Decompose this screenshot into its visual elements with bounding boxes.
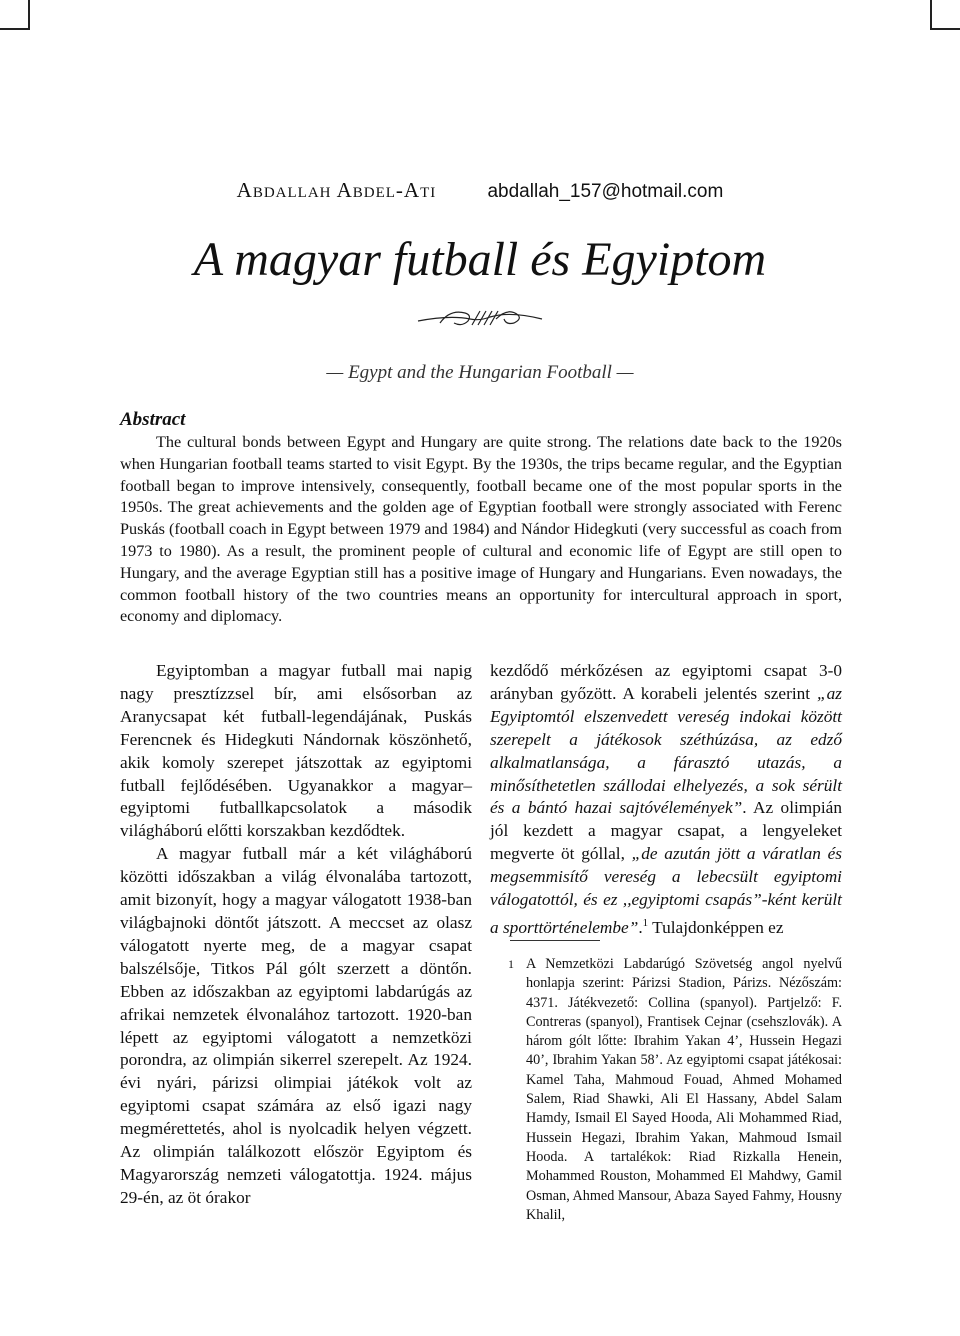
author-name: Abdallah Abdel-Ati (236, 178, 437, 202)
crop-mark-top-left (0, 0, 30, 30)
footnote-number: 1 (508, 957, 514, 971)
abstract-section (120, 408, 842, 628)
body-text: . Az olimpián jól kezdett a magyar csapat, a lengyeleket megverte öt góllal, (490, 798, 842, 864)
quotation: „de azután jött a váratlan és megsemmisítő vereség a lebecsült egyiptomi válogatottól, és ez ,,egyiptomi csapás”-ként került a sporttörténelembe” (490, 844, 842, 937)
footnote-text: A Nemzetközi Labdarúgó Szövetség angol nyelvű honlapja szerint: Párizsi Stadion, Párizs. Nézőszám: 4371. Játékvezető: Collina (spanyol). Partjelző: F. Contreras (spanyol), Frantisek Cejnar (csehszlovák). A három gólt lőtte: Ibrahim Yakan 4’, Hussein Hegazi 40’, Ibrahim Yakan 58’. Az egyiptomi csapat játékosai: Kamel Taha, Mahmoud Fouad, Ahmed Mohamed Salem, Riad Shawki, Ali El Hassany, Abdel Salam Hamdy, Ismail El Sayed Hooda, Ali Mohammed Riad, Hussein Hegazi, Ibrahim Yakan, Mahmoud Ismail Hooda. A tartalékok: Riad Rizkalla Henein, Mohammed Rouston, Mohammed El Mahdwy, Gamil Osman, Ahmed Mansour, Abaza Sayed Fahmy, Housny Khalil, (526, 956, 842, 1223)
body-paragraph-2: A magyar futball már a két világháború közötti időszakban a világ élvonalába tartozott, amit bizonyít, hogy a magyar válogatott 1938-ban világbajnoki döntőt játszott. A meccset az olasz válogatott nyerte meg, de a magyar csapat balszélsője, Titkos Pál gólt szerzett a döntőn. Ebben az időszakban az egyiptomi labdarúgás az afrikai nemzetek élvonalához tartozott. 1920-ban lépett az egyiptomi válogatott a nemzetközi porondra, az olimpián sikerrel szerepelt. Az 1924. évi nyári, párizsi olimpiai játékok volt az egyiptomi csapat számára az első igazi nagy megmérettetés, ahol is nyolcadik helyen végzett. Az olimpián találkozott először Egyiptom és Magyarország nemzeti válogatottja. 1924. május 29-én, az öt órakor (120, 844, 472, 1207)
author-line (0, 178, 960, 203)
footnote-reference[interactable]: 1 (642, 916, 649, 929)
body-paragraph-1: Egyiptomban a magyar futball mai napig nagy presztízzsel bír, ami elsősorban az Aranycsapat két futball-legendájának, Puskás Ferencnek és Hidegkuti Nándornak köszönhető, akik komoly szerepet játszottak az egyiptomi futball fejlődésében. Ugyanakkor a magyar–egyiptomi futballkapcsolatok a második világháború előtti korszakban kezdődtek. (120, 661, 472, 841)
body-text: . (638, 917, 643, 937)
ornament-divider (0, 305, 960, 338)
body-text: Tulajdonképpen ez (648, 917, 784, 937)
body-column-left (120, 660, 472, 1210)
body-column-right (490, 660, 842, 940)
article-title: A magyar futball és Egyiptom (193, 233, 767, 286)
quotation: „az Egyiptomtól elszenvedett vereség indokai között szerepelt a játékosok széthúzása, az edző alkalmatlansága, a fárasztó utazás, a minősíthetetlen szállodai elhelyezés, a sok sérült és a bántó hazai sajtóvélemények” (490, 683, 842, 818)
ornament-flourish-icon (410, 305, 550, 333)
body-text: kezdődő mérkőzésen az egyiptomi csapat 3-0 arányban győzött. A korabeli jelentés szerint (490, 661, 842, 703)
abstract-text: The cultural bonds between Egypt and Hungary are quite strong. The relations date back to the 1920s when Hungarian football teams started to visit Egypt. By the 1930s, the trips became regular, and the Egyptian football began to improve intensively, consequently, football became one of the most popular sports in the 1950s. The great achievements and the golden age of Egyptian football were strongly associated with Ferenc Puskás (football coach in Egypt between 1979 and 1984) and Nándor Hidegkuti (very successful as coach from 1973 to 1980). As a result, the prominent people of cultural and economic life of Egypt are still open to Hungary, and the average Egyptian still has a positive image of Hungary and Hungarians. Even nowadays, the common football history of the two countries means an opportunity for intercultural approach in sport, economy and diplomacy. (120, 433, 842, 626)
article-subtitle: — Egypt and the Hungarian Football — (326, 362, 634, 383)
abstract-heading: Abstract (120, 409, 186, 430)
footnote-separator (510, 940, 600, 941)
crop-mark-top-right (930, 0, 960, 30)
author-email: abdallah_157@hotmail.com (487, 181, 724, 202)
body-paragraph-3 (490, 660, 842, 940)
footnote (508, 955, 842, 1225)
